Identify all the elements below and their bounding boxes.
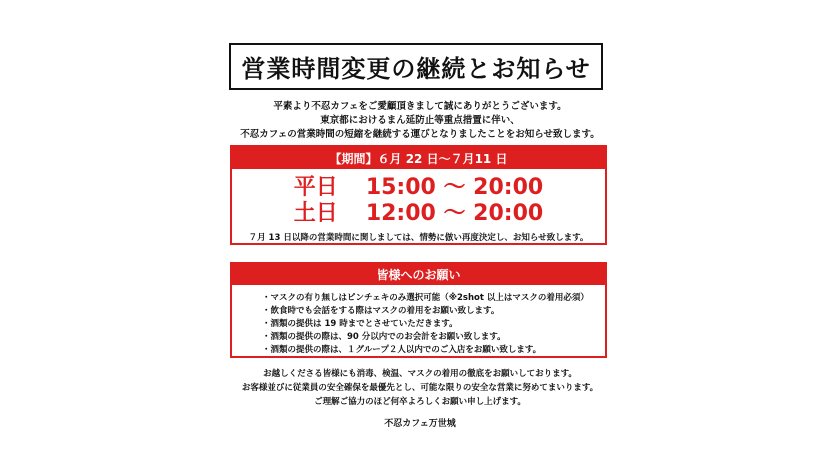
list-item: ・酒類の提供は 19 時までとさせていただきます。 bbox=[262, 319, 458, 329]
weekend-hours: 12:00 〜 20:00 bbox=[365, 201, 544, 226]
list-item: ・マスクの有り無しはピンチェキのみ選択可能（※2shot 以上はマスクの着用必須） bbox=[262, 293, 589, 303]
page-title: 営業時間変更の継続とお知らせ bbox=[229, 43, 603, 90]
period-header: 【期間】６月 22 日～７月11 日 bbox=[232, 147, 605, 169]
closing-line: お客様並びに従業員の安全確保を最優先とし、可能な限りの安全な営業に努めてまいります。 bbox=[241, 383, 599, 393]
business-hours bbox=[232, 175, 605, 227]
request-list bbox=[232, 285, 605, 357]
weekday-hours-row bbox=[232, 175, 605, 201]
intro-line: 平素より不忍カフェをご愛顧頂きまして誠にありがとうございます。 bbox=[273, 101, 567, 112]
signature: 不忍カフェ万世城 bbox=[384, 419, 456, 429]
weekend-label: 土日 bbox=[293, 201, 338, 226]
period-box bbox=[230, 145, 607, 245]
list-item: ・飲食時でも会話をする際はマスクの着用をお願い致します。 bbox=[262, 306, 500, 316]
weekday-label: 平日 bbox=[293, 175, 338, 200]
list-item: ・酒類の提供の際は、１グループ２人以内でのご入店をお願い致します。 bbox=[262, 345, 542, 355]
weekday-hours: 15:00 〜 20:00 bbox=[365, 175, 544, 200]
closing-line: ご理解ご協力のほど何卒よろしくお願い申し上げます。 bbox=[314, 397, 526, 407]
intro-text bbox=[220, 100, 620, 142]
list-item: ・酒類の提供の際は、90 分以内でのお会計をお願い致します。 bbox=[262, 332, 506, 342]
weekend-hours-row bbox=[232, 201, 605, 227]
intro-line: 東京都におけるまん延防止等重点措置に伴い、 bbox=[320, 115, 520, 126]
request-header: 皆様へのお願い bbox=[232, 264, 605, 285]
period-notice: ７月 13 日以降の営業時間に関しましては、情勢に倣い再度決定し、お知らせ致します。 bbox=[248, 233, 589, 243]
closing-text bbox=[220, 367, 620, 409]
intro-line: 不忍カフェの営業時間の短縮を継続する運びとなりましたことをお知らせ致します。 bbox=[240, 129, 600, 140]
request-box bbox=[230, 262, 607, 358]
closing-line: お越しくださる皆様にも消毒、検温、マスクの着用の徹底をお願いしております。 bbox=[263, 369, 577, 379]
